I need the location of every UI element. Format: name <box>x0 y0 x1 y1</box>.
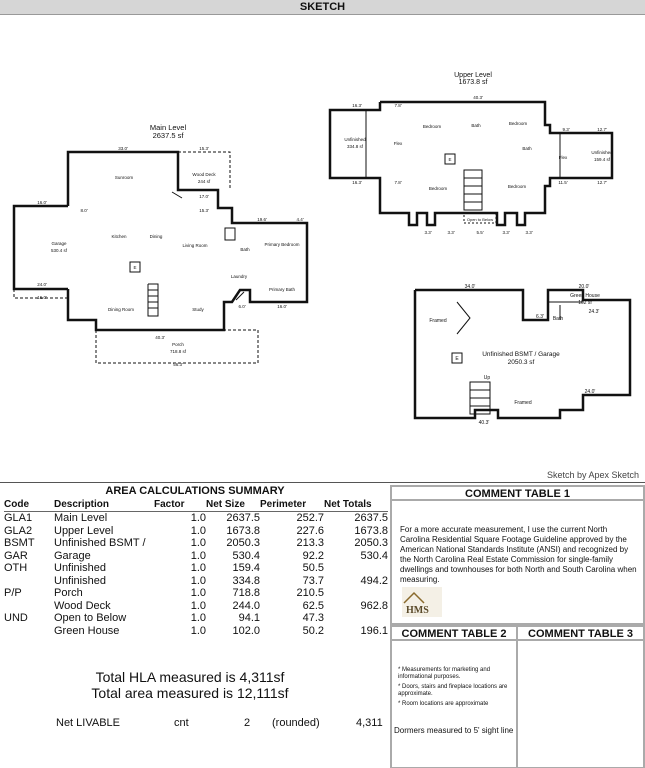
dimension-label: 24.0' <box>584 389 596 395</box>
dimension-label: 15.3' <box>199 208 209 213</box>
dimension-label: 4.4' <box>296 217 304 222</box>
area-cell: GLA1 <box>4 512 33 524</box>
area-cell: 1.0 <box>190 574 206 587</box>
note-item: * Measurements for marketing and informational purposes. <box>398 667 491 680</box>
room-label: Bedroom <box>507 184 527 189</box>
area-cell: 1.0 <box>190 512 206 524</box>
room-label: Kitchen <box>111 234 127 239</box>
room-label: Green House <box>570 293 600 299</box>
room-label: Flex <box>393 141 403 146</box>
comment-table-1 <box>390 485 645 625</box>
area-row <box>4 512 388 525</box>
area-cell: 1.0 <box>190 587 206 599</box>
room-label: Bath <box>240 247 250 252</box>
room-label: Bath <box>471 123 481 128</box>
dimension-label: 12.7' <box>597 180 607 185</box>
column-header: Perimeter <box>260 498 324 512</box>
dimension-label: 16.3' <box>352 103 362 108</box>
area-cell: GLA2 <box>4 524 33 537</box>
area-cell: GAR <box>4 549 28 562</box>
room-label: Bedroom <box>428 186 448 191</box>
area-cell: 196.1 <box>360 624 388 637</box>
dimension-label: 9.3' <box>562 127 570 132</box>
area-cell: Porch <box>54 587 83 599</box>
dimension-label: 40.3' <box>155 335 165 340</box>
dimension-label: 3.3' <box>447 230 455 235</box>
sketch-credit: Sketch by Apex Sketch <box>546 470 639 480</box>
livable-count: 2 <box>244 717 251 729</box>
summary-section <box>0 482 645 768</box>
area-cell: 334.8 <box>232 574 260 587</box>
area-cell: Green House <box>54 624 120 637</box>
dimension-label: 24.3' <box>588 309 600 315</box>
dimension-label: 16.0' <box>37 295 47 300</box>
area-cell: 62.5 <box>302 599 324 612</box>
dimension-label: 16.3' <box>352 180 362 185</box>
area-cell: 47.3 <box>302 612 324 624</box>
area-cell: 530.4 <box>232 549 260 562</box>
area-row <box>4 587 388 600</box>
column-header: Net Totals <box>324 498 388 512</box>
area-cell: P/P <box>4 587 22 599</box>
room-label: Porch <box>172 342 184 347</box>
area-summary-title: AREA CALCULATIONS SUMMARY <box>105 485 285 497</box>
area-cell: 2050.3 <box>226 537 260 549</box>
hms-logo <box>402 587 442 617</box>
floor-plan-drawing <box>0 16 645 468</box>
dimension-label: 40.3' <box>473 95 483 100</box>
room-label: Up <box>483 375 491 381</box>
area-table-header <box>4 498 388 512</box>
area-cell: 1.0 <box>190 612 206 624</box>
room-label: E <box>455 356 459 362</box>
area-cell: 50.5 <box>302 562 324 574</box>
sketch-header: SKETCH <box>0 0 645 15</box>
area-cell <box>4 600 54 613</box>
comment-table-2-notes <box>398 667 512 708</box>
dimension-label: 7.8' <box>394 103 402 108</box>
dimension-label: 20.0' <box>578 284 590 290</box>
area-cell: 2637.5 <box>354 512 388 524</box>
area-cell <box>4 625 54 638</box>
area-row <box>4 600 388 613</box>
room-label: Primary Bedroom <box>264 242 300 247</box>
area-cell: Unfinished BSMT / <box>54 537 146 549</box>
dimension-label: 3.3' <box>525 230 533 235</box>
column-header: Factor <box>154 498 206 512</box>
area-cell <box>4 575 54 588</box>
logo-text: HMS <box>406 605 429 616</box>
room-label: 159.4 sf <box>593 157 611 162</box>
room-label: Bath <box>522 146 532 151</box>
area-row <box>4 537 388 550</box>
dimension-label: 5.5' <box>476 230 484 235</box>
area-cell: 494.2 <box>360 574 388 587</box>
comment-table-3 <box>518 625 645 768</box>
area-cell <box>324 612 388 625</box>
note-item: * Doors, stairs and fireplace locations are approximate. <box>398 684 508 697</box>
total-hla: Total HLA measured is 4,311sf <box>95 669 285 685</box>
comment-table-3-title: COMMENT TABLE 3 <box>518 627 643 641</box>
room-label: 530.4 sf <box>50 248 68 253</box>
main-level-area: 2637.5 sf <box>152 131 184 140</box>
area-cell: 244.0 <box>232 599 260 612</box>
area-cell: 1673.8 <box>226 524 260 537</box>
upper-level-plan <box>330 102 612 225</box>
area-cell: 2050.3 <box>354 537 388 549</box>
basement-title: Unfinished BSMT / Garage <box>482 351 560 358</box>
floor-plan-sketch <box>0 16 645 468</box>
column-header: Net Size <box>206 498 260 512</box>
area-cell: 718.8 <box>232 587 260 599</box>
area-calculations <box>0 483 390 768</box>
dimension-label: 15.3' <box>199 146 209 151</box>
room-label: 102 sf <box>578 300 592 306</box>
area-cell <box>324 562 388 575</box>
column-header: Code <box>4 498 54 512</box>
area-cell: 50.2 <box>302 624 324 637</box>
area-cell: Unfinished <box>54 574 106 587</box>
area-cell: 1.0 <box>190 537 206 549</box>
livable-unit: cnt <box>174 717 189 729</box>
room-label: Garage <box>51 241 67 246</box>
dimension-label: 3.3' <box>502 230 510 235</box>
dimension-label: 8.0' <box>80 208 88 213</box>
room-label: 244 sf <box>197 179 211 184</box>
total-area: Total area measured is 12,111sf <box>91 685 289 701</box>
area-cell: 94.1 <box>238 612 260 624</box>
dimension-label: 24.0' <box>37 282 47 287</box>
comment-table-1-text: For a more accurate measurement, I use the current North Carolina Residential Square Footage Guideline approved by the American National Standards Institute (ANSI) and recognized by the North Carolina Real Estate Commission for single-family dwellings and townhouses for both North and South Carolina when measuring. <box>400 525 637 584</box>
room-label: Framed <box>429 318 447 324</box>
room-label: Wood Deck <box>192 172 216 177</box>
basement-area: 2050.3 sf <box>507 359 535 366</box>
area-cell: 1.0 <box>190 562 206 574</box>
area-cell: 102.0 <box>232 624 260 637</box>
area-cell: 1673.8 <box>354 524 388 537</box>
room-label: Bath <box>552 316 564 322</box>
dimension-label: 7.8' <box>394 180 402 185</box>
area-cell <box>324 587 388 600</box>
column-header: Description <box>54 498 154 512</box>
dimension-label: 6.0' <box>238 304 246 309</box>
area-cell: 210.5 <box>296 587 324 599</box>
area-cell: Upper Level <box>54 524 114 537</box>
area-cell: Main Level <box>54 512 108 524</box>
area-cell: 227.6 <box>296 524 324 537</box>
room-label: Sunroom <box>114 175 134 180</box>
comment-table-2 <box>390 625 518 768</box>
dimension-label: 3.3' <box>424 230 432 235</box>
room-label: Unfinished <box>344 137 366 142</box>
room-label: Framed <box>514 400 532 406</box>
area-cell: Unfinished <box>54 562 106 574</box>
area-cell: 73.7 <box>302 574 324 587</box>
dimension-label: 6.3' <box>536 314 544 320</box>
dormers-note: Dormers measured to 5' sight line <box>394 726 514 735</box>
totals <box>40 669 340 701</box>
area-row <box>4 562 388 575</box>
area-row <box>4 625 388 638</box>
area-cell: 2637.5 <box>226 512 260 524</box>
room-label: Study <box>192 307 204 312</box>
area-cell: 1.0 <box>190 599 206 612</box>
area-cell: Garage <box>54 549 91 562</box>
dimension-label: 11.5' <box>558 180 568 185</box>
room-label: Dining Room <box>107 307 135 312</box>
room-label: Laundry <box>230 274 248 279</box>
dimension-label: 56.3' <box>173 362 183 367</box>
area-cell: 92.2 <box>302 549 324 562</box>
area-cell: Wood Deck <box>54 599 111 612</box>
area-cell: 1.0 <box>190 624 206 637</box>
dimension-label: 33.0' <box>118 146 128 151</box>
room-label: Bedroom <box>508 121 528 126</box>
room-label: Open to Below <box>466 217 494 222</box>
area-cell: BSMT <box>4 537 35 549</box>
comment-table-2-title: COMMENT TABLE 2 <box>392 627 516 641</box>
area-cell: UND <box>4 612 28 624</box>
upper-level-area: 1673.8 sf <box>458 79 488 86</box>
livable-label: Net LIVABLE <box>56 717 120 729</box>
area-cell: 213.3 <box>296 537 324 549</box>
area-cell: 530.4 <box>360 549 388 562</box>
room-label: 334.8 sf <box>346 144 364 149</box>
room-label: Living Room <box>182 243 208 248</box>
livable-note: (rounded) <box>272 717 320 729</box>
room-label: Primary Bath <box>268 287 296 292</box>
room-label: Bedroom <box>422 124 442 129</box>
area-row <box>4 550 388 563</box>
note-item: * Room locations are approximate <box>398 701 489 707</box>
area-row <box>4 575 388 588</box>
area-table <box>4 498 388 637</box>
area-row <box>4 612 388 625</box>
dimension-label: 17.0' <box>199 194 209 199</box>
room-label: Dining <box>149 234 163 239</box>
main-level-title: Main Level <box>149 123 187 132</box>
area-cell: Open to Below <box>54 612 127 624</box>
area-cell: OTH <box>4 562 28 574</box>
room-label: E <box>133 265 137 270</box>
dimension-label: 34.0' <box>464 284 476 290</box>
area-cell: 1.0 <box>190 549 206 562</box>
area-row <box>4 525 388 538</box>
room-label: E <box>448 157 452 162</box>
dimension-label: 40.3' <box>478 420 490 426</box>
comment-table-1-title: COMMENT TABLE 1 <box>392 487 643 501</box>
area-cell: 252.7 <box>296 512 324 524</box>
room-label: Flex <box>558 155 568 160</box>
room-label: Unfinished <box>591 150 613 155</box>
area-cell: 962.8 <box>360 599 388 612</box>
dimension-label: 12.7' <box>597 127 607 132</box>
livable-value: 4,311 <box>356 717 383 729</box>
dimension-label: 16.0' <box>37 200 47 205</box>
dimension-label: 16.0' <box>277 304 287 309</box>
area-cell: 1.0 <box>190 524 206 537</box>
room-label: 718.8 sf <box>169 349 187 354</box>
area-cell: 159.4 <box>232 562 260 574</box>
dimension-label: 19.6' <box>257 217 267 222</box>
upper-level-title: Upper Level <box>454 72 492 79</box>
